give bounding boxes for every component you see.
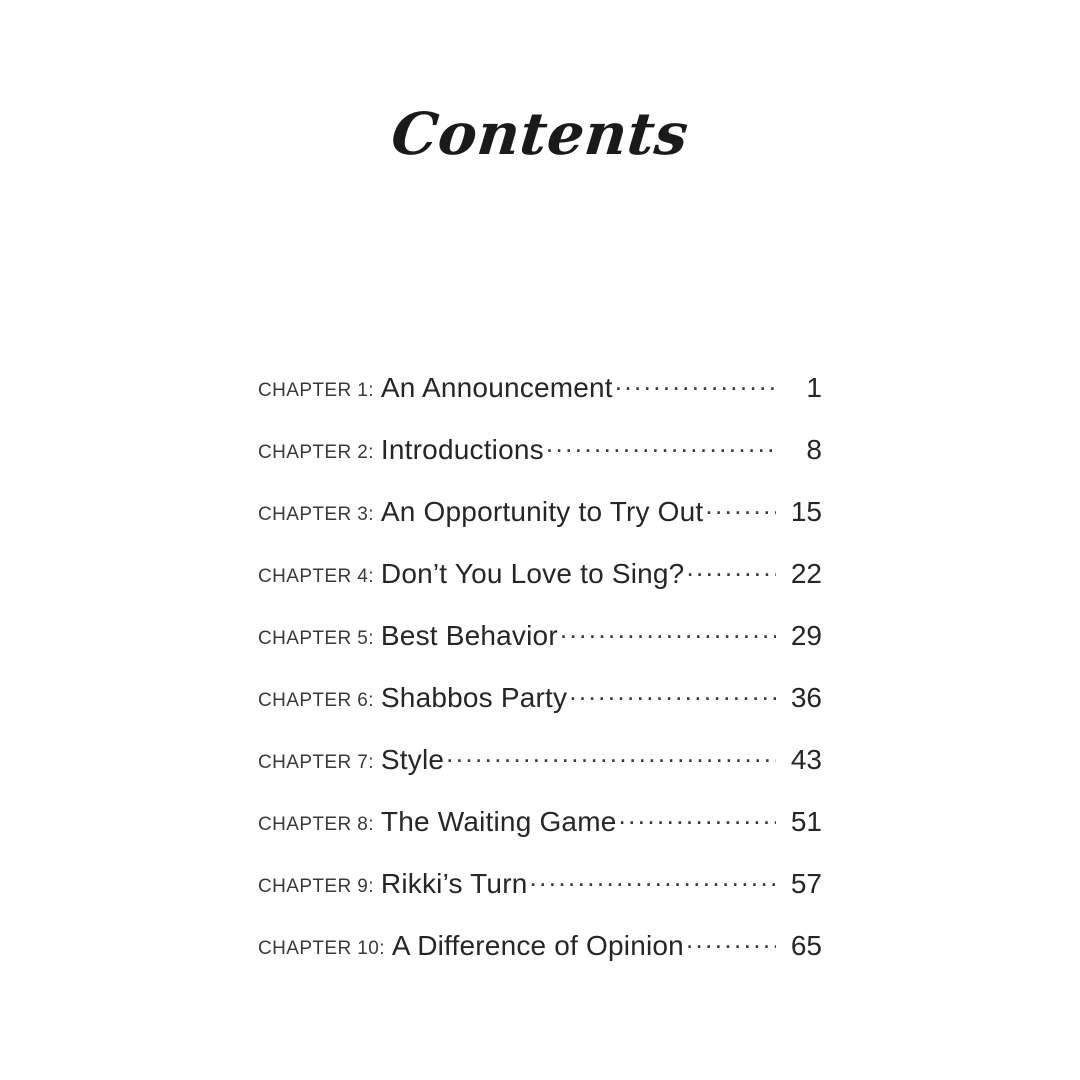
page-number: 15 xyxy=(790,496,822,527)
page-number: 43 xyxy=(790,744,822,775)
list-item[interactable] xyxy=(258,370,822,432)
dot-leader xyxy=(619,804,776,831)
list-item[interactable] xyxy=(258,618,822,680)
dot-leader xyxy=(615,370,776,397)
chapter-title: The Waiting Game xyxy=(380,806,617,837)
chapter-title: Don’t You Love to Sing? xyxy=(380,558,685,589)
dot-leader xyxy=(686,556,776,583)
chapter-label: CHAPTER 7: xyxy=(258,752,374,773)
page-number: 57 xyxy=(790,868,822,899)
chapter-label: CHAPTER 6: xyxy=(258,690,374,711)
list-item[interactable] xyxy=(258,556,822,618)
chapter-title: An Announcement xyxy=(380,372,613,403)
list-item[interactable] xyxy=(258,680,822,742)
chapter-label: CHAPTER 3: xyxy=(258,504,374,525)
list-item[interactable] xyxy=(258,494,822,556)
dot-leader xyxy=(546,432,776,459)
page-number: 1 xyxy=(806,372,822,403)
dot-leader xyxy=(446,742,776,769)
list-item[interactable] xyxy=(258,804,822,866)
page-number: 36 xyxy=(790,682,822,713)
page-title: Contents xyxy=(388,100,692,168)
chapter-label: CHAPTER 4: xyxy=(258,566,374,587)
dot-leader xyxy=(560,618,776,645)
chapter-title: Shabbos Party xyxy=(380,682,568,713)
page-number: 22 xyxy=(790,558,822,589)
chapter-title: Rikki’s Turn xyxy=(380,868,528,899)
list-item[interactable] xyxy=(258,866,822,928)
page-number: 65 xyxy=(790,930,822,961)
chapter-label: CHAPTER 8: xyxy=(258,814,374,835)
chapter-label: CHAPTER 9: xyxy=(258,876,374,897)
chapter-title: Introductions xyxy=(380,434,544,465)
list-item[interactable] xyxy=(258,432,822,494)
chapter-title: Style xyxy=(380,744,445,775)
dot-leader xyxy=(705,494,776,521)
chapter-title: A Difference of Opinion xyxy=(391,930,684,961)
list-item[interactable] xyxy=(258,742,822,804)
chapter-label: CHAPTER 2: xyxy=(258,442,374,463)
dot-leader xyxy=(686,928,776,955)
chapter-label: CHAPTER 5: xyxy=(258,628,374,649)
list-item[interactable] xyxy=(258,928,822,990)
table-of-contents xyxy=(258,370,822,990)
page-number: 8 xyxy=(806,434,822,465)
page-number: 29 xyxy=(790,620,822,651)
page-number: 51 xyxy=(790,806,822,837)
chapter-label: CHAPTER 1: xyxy=(258,380,374,401)
chapter-title: Best Behavior xyxy=(380,620,558,651)
dot-leader xyxy=(530,866,776,893)
chapter-label: CHAPTER 10: xyxy=(258,938,385,959)
dot-leader xyxy=(569,680,776,707)
chapter-title: An Opportunity to Try Out xyxy=(380,496,704,527)
